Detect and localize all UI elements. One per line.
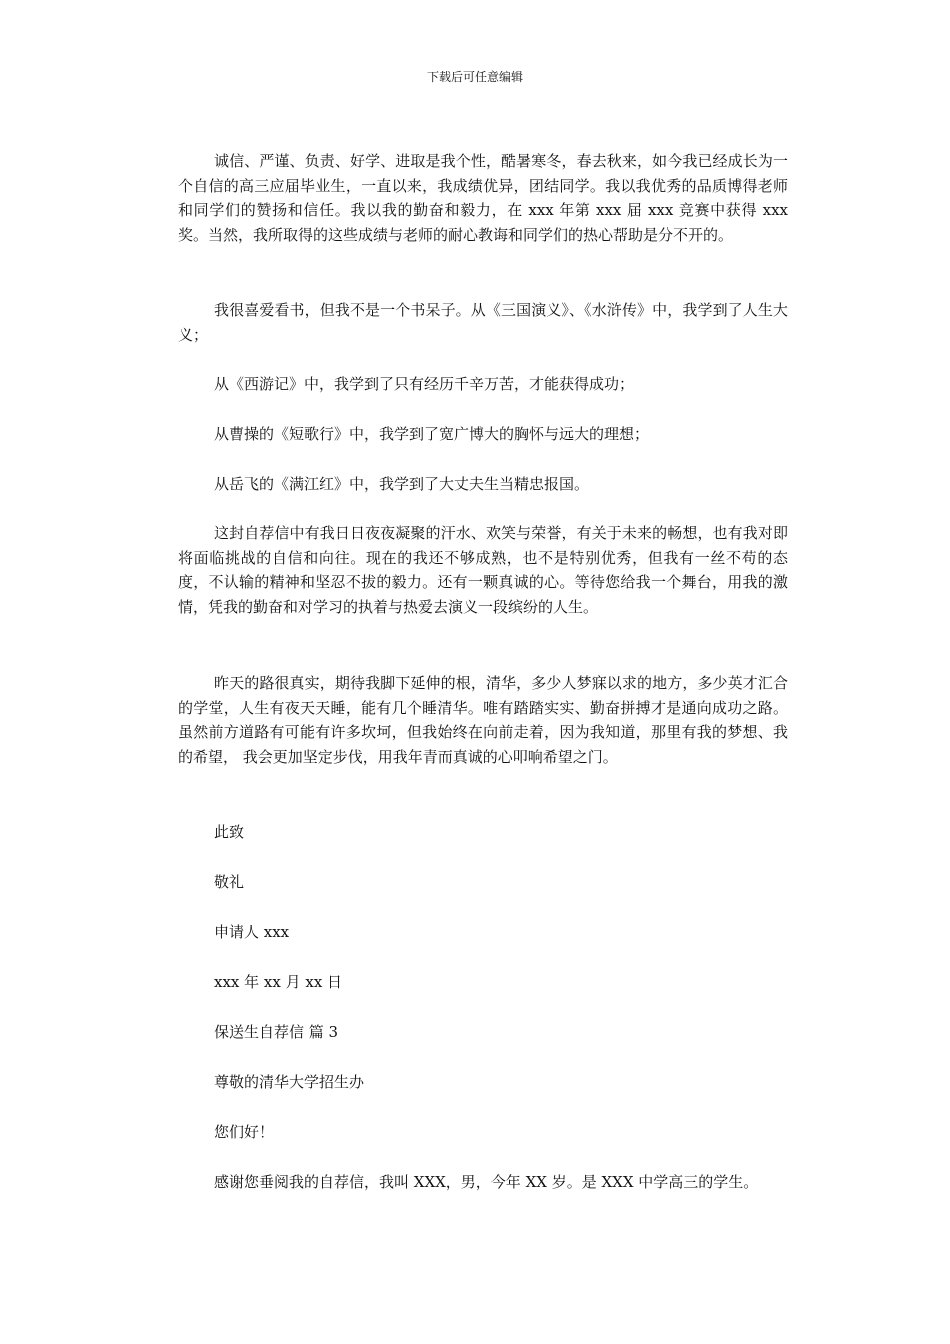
applicant-name: 申请人 xxx bbox=[214, 923, 290, 941]
page-header: 下载后可任意编辑 bbox=[426, 70, 523, 84]
paragraph-tsinghua: 昨天的路很真实，期待我脚下延伸的根，清华，多少人梦寐以求的地方，多少英才汇合的学堂，人生有夜天天睡，能有几个睡清华。唯有踏踏实实、勤奋拼搏才是通向成功之路。虽然前方道路有可能有许多坎坷，但我始终在向前走着，因为我知道，那里有我的梦想、我的希望， 我会更加坚定步伐，用我年青而真诚的心叩响希望之门。 bbox=[178, 674, 788, 766]
letter-date: xxx 年 xx 月 xx 日 bbox=[214, 973, 343, 991]
paragraph-xiyouji: 从《西游记》中，我学到了只有经历千辛万苦，才能获得成功； bbox=[214, 375, 635, 393]
paragraph-reading: 我很喜爱看书，但我不是一个书呆子。从《三国演义》、《水浒传》中，我学到了人生大义； bbox=[178, 301, 788, 344]
paragraph-self-recommendation: 这封自荐信中有我日日夜夜凝聚的汗水、欢笑与荣誉，有关于未来的畅想，也有我对即将面临挑战的自信和向往。现在的我还不够成熟，也不是特别优秀，但我有一丝不苟的态度，不认输的精神和坚忍不拔的毅力。还有一颗真诚的心。等待您给我一个舞台，用我的激情，凭我的勤奋和对学习的执着与热爱去演义一段缤纷的人生。 bbox=[178, 524, 788, 616]
closing-cizhi: 此致 bbox=[214, 823, 245, 841]
paragraph-intro: 诚信、严谨、负责、好学、进取是我个性，酷暑寒冬，春去秋来，如今我已经成长为一个自信的高三应届毕业生，一直以来，我成绩优异，团结同学。我以我优秀的品质博得老师和同学们的赞扬和信任。我以我的勤奋和毅力，在 xxx 年第 xxx 届 xxx 竞赛中获得 xxx 奖。当然，我所取得的这些成绩与老师的耐心教诲和同学们的热心帮助是分不开的。 bbox=[178, 152, 788, 244]
section-title: 保送生自荐信 篇 3 bbox=[214, 1023, 339, 1041]
paragraph-duangexing: 从曹操的《短歌行》中，我学到了宽广博大的胸怀与远大的理想； bbox=[214, 425, 650, 443]
paragraph-manjianghong: 从岳飞的《满江红》中，我学到了大丈夫生当精忠报国。 bbox=[214, 475, 590, 493]
greeting: 您们好！ bbox=[214, 1123, 275, 1141]
intro-line: 感谢您垂阅我的自荐信，我叫 XXX，男，今年 XX 岁。是 XXX 中学高三的学生。 bbox=[214, 1173, 759, 1191]
closing-jingli: 敬礼 bbox=[214, 873, 245, 891]
salutation: 尊敬的清华大学招生办 bbox=[214, 1073, 365, 1091]
